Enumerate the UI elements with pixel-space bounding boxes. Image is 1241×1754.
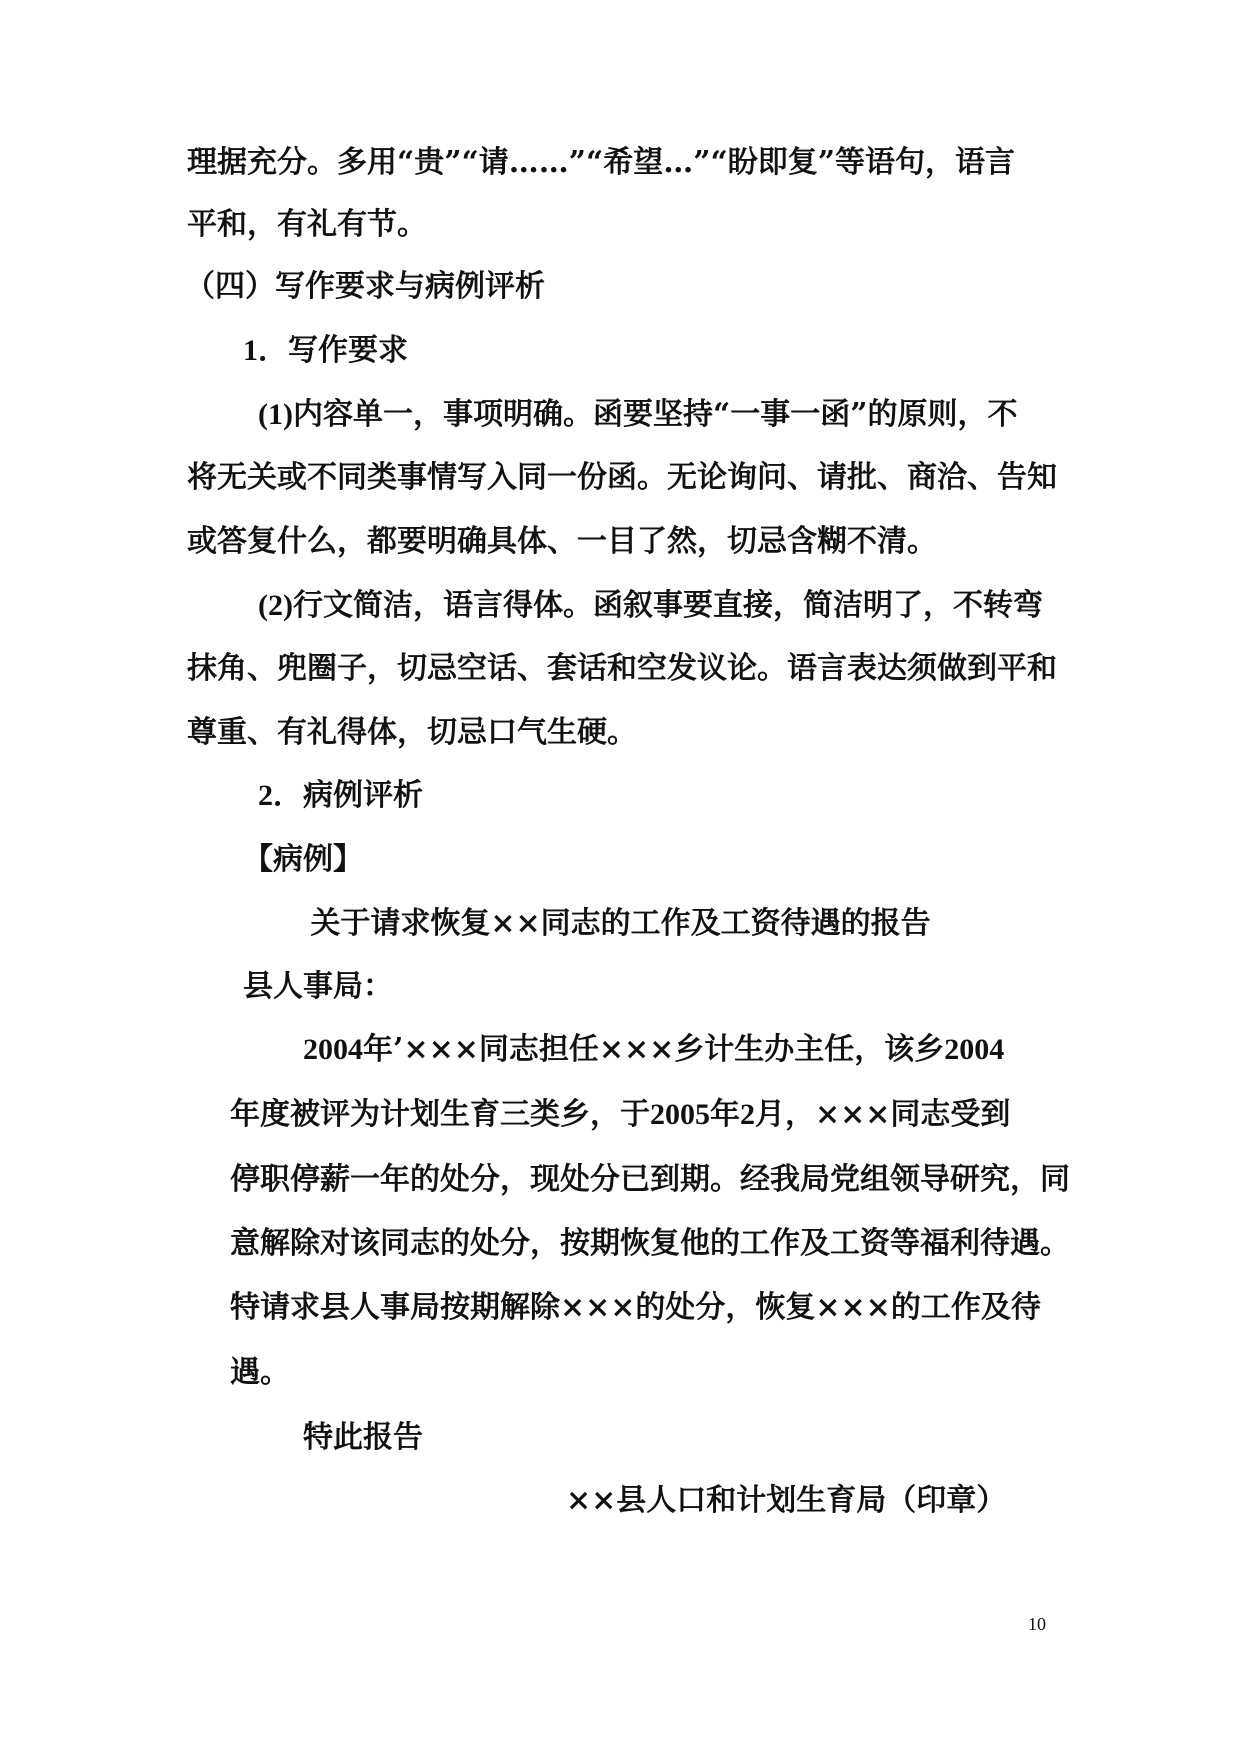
req1-line-1-text: 内容单一，事项明确。函要坚持“一事一函”的原则，不 — [292, 397, 1018, 432]
body-line-2-text-2: 年 — [710, 1097, 740, 1132]
example-signature: ××县人口和计划生育局（印章） — [566, 1483, 1007, 1518]
intro-line-2: 平和，有礼有节。 — [187, 207, 427, 242]
example-body-line-4: 意解除对该同志的处分，按期恢复他的工作及工资等福利待遇。 — [230, 1226, 1070, 1261]
body-year-3: 2005 — [650, 1098, 710, 1131]
req2-line-1-text: 行文简洁，语言得体。函叙事要直接，简洁明了，不转弯 — [292, 588, 1043, 623]
req1-number: (1) — [258, 398, 293, 431]
req2-line-3: 尊重、有礼得体，切忌口气生硬。 — [187, 715, 637, 750]
req1-line-2: 将无关或不同类事情写入同一份函。无论询问、请批、商洽、告知 — [187, 460, 1057, 495]
subheading-2 — [258, 776, 423, 816]
req1-line-3: 或答复什么，都要明确具体、一目了然，切忌含糊不清。 — [187, 524, 937, 559]
req2-number: (2) — [258, 589, 293, 622]
subheading-2-title: 病例评析 — [303, 778, 423, 813]
subheading-1 — [243, 331, 408, 371]
example-label: 【病例】 — [243, 842, 363, 877]
example-body-line-3: 停职停薪一年的处分，现处分已到期。经我局党组领导研究，同 — [230, 1162, 1070, 1197]
subheading-2-number: 2． — [258, 779, 303, 812]
example-body-line-6: 遇。 — [230, 1355, 290, 1390]
body-year-1: 2004 — [303, 1033, 363, 1066]
intro-line-1: 理据充分。多用“贵”“请……”“希望…”“盼即复”等语句，语言 — [187, 145, 1016, 180]
example-body-line-1 — [303, 1030, 1004, 1070]
req2-line-2: 抹角、兜圈子，切忌空话、套话和空发议论。语言表达须做到平和 — [187, 651, 1057, 686]
example-closing: 特此报告 — [303, 1420, 423, 1455]
example-title: 关于请求恢复××同志的工作及工资待遇的报告 — [310, 906, 931, 941]
page-number: 10 — [1028, 1614, 1046, 1634]
example-body-line-2 — [230, 1095, 1010, 1135]
req2-line-1 — [258, 586, 1043, 626]
example-salutation: 县人事局： — [243, 969, 393, 1004]
body-line-2-text-1: 年度被评为计划生育三类乡，于 — [230, 1097, 650, 1132]
subheading-1-title: 写作要求 — [288, 333, 408, 368]
body-month: 2 — [740, 1098, 755, 1131]
subheading-1-number: 1． — [243, 334, 288, 367]
section-heading: （四）写作要求与病例评析 — [185, 269, 545, 304]
req1-line-1 — [258, 395, 1018, 435]
example-body-line-5: 特请求县人事局按期解除×××的处分，恢复×××的工作及待 — [230, 1290, 1041, 1325]
body-line-1-text: 年’×××同志担任×××乡计生办主任，该乡 — [363, 1032, 945, 1067]
body-year-2: 2004 — [944, 1033, 1005, 1066]
body-line-2-text-3: 月，×××同志受到 — [755, 1097, 1011, 1132]
